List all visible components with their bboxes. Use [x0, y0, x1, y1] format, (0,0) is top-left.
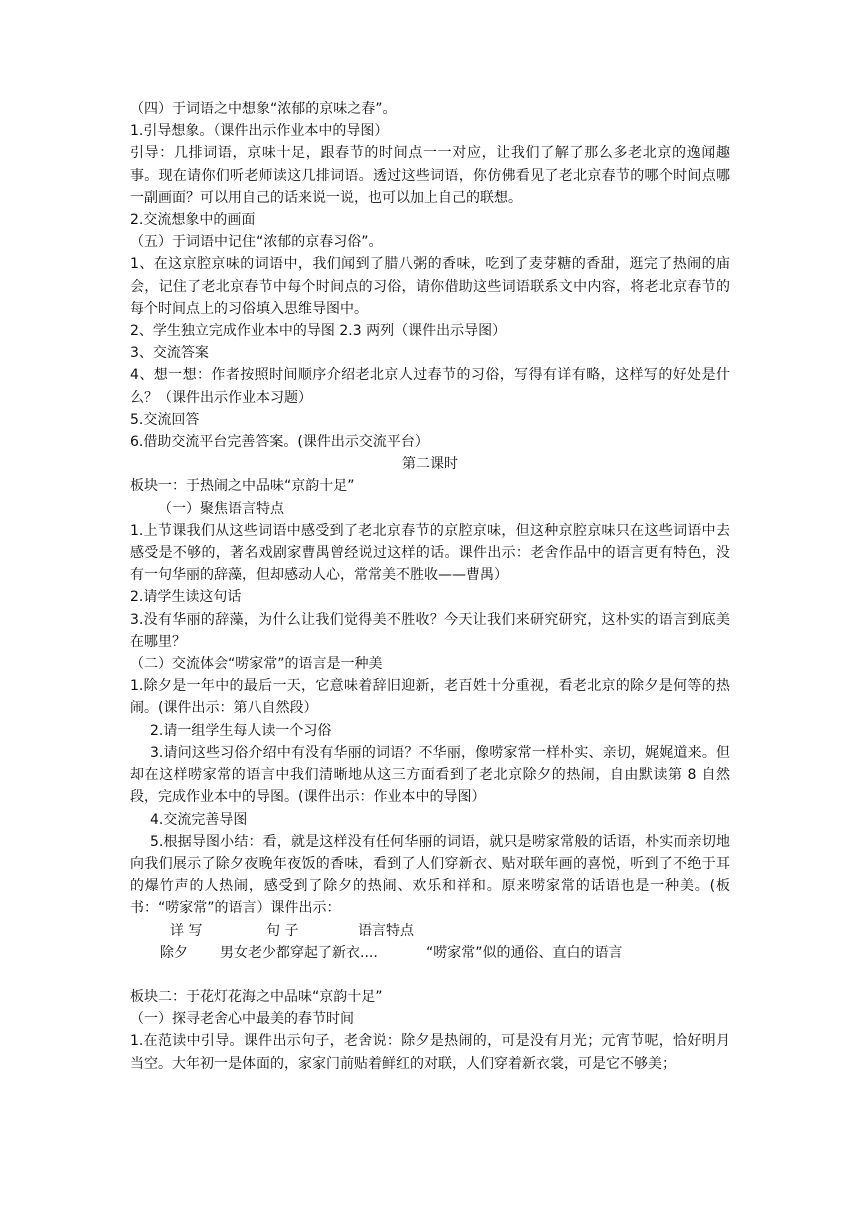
summary-table-row: [130, 942, 730, 964]
section-heading: 板块二：于花灯花海之中品味“京韵十足”: [130, 988, 383, 1005]
paragraph: 5.交流回答: [130, 411, 200, 428]
subsection-heading: （一）聚焦语言特点: [158, 500, 284, 517]
paragraph: 2、学生独立完成作业本中的导图 2.3 两列（课件出示导图）: [130, 323, 507, 340]
paragraph: 2.请一组学生每人读一个习俗: [150, 722, 332, 739]
paragraph: 1.除夕是一年中的最后一天，它意味着辞旧迎新，老百姓十分重视，看老北京的除夕是何等的热闹。(课件出示：第八自然段）: [130, 678, 730, 717]
paragraph: 5.根据导图小结：看，就是这样没有任何华丽的词语，就只是唠家常般的话语，朴实而亲切地向我们展示了除夕夜晚年夜饭的香味，看到了人们穿新衣、贴对联年画的喜悦，听到了不绝于耳的爆竹声的人热闹，感受到了除夕的热闹、欢乐和祥和。原来唠家常的话语也是一种美。(板书：“唠家常”的语言）课件出示：: [130, 833, 730, 917]
paragraph: 3.请问这些习俗介绍中有没有华丽的词语？不华丽，像唠家常一样朴实、亲切，娓娓道来。但却在这样唠家常的语言中我们清晰地从这三方面看到了老北京除夕的热闹，自由默读第 8 自然段，完成作业本中的导图。(课件出示：作业本中的导图）: [130, 744, 730, 806]
paragraph: 4.交流完善导图: [150, 811, 248, 828]
table-header-cell: 句 子: [266, 922, 299, 939]
paragraph: 2.请学生读这句话: [130, 589, 242, 606]
subsection-heading: （一）探寻老舍心中最美的春节时间: [130, 1011, 354, 1028]
section-heading: （二）交流体会“唠家常”的语言是一种美: [130, 656, 383, 673]
table-header-cell: 详 写: [170, 922, 203, 939]
paragraph: 3.没有华丽的辞藻，为什么让我们觉得美不胜收？今天让我们来研究研究，这朴实的语言到底美在哪里？: [130, 611, 730, 650]
paragraph: 2.交流想象中的画面: [130, 212, 256, 229]
paragraph: 3、交流答案: [130, 345, 209, 362]
section-heading: 板块一：于热闹之中品味“京韵十足”: [130, 478, 355, 495]
section-heading: （五）于词语中记住“浓郁的京春习俗”。: [130, 234, 383, 251]
summary-table-header: [130, 920, 730, 942]
table-cell: 除夕: [160, 944, 188, 961]
table-cell: 男女老少都穿起了新衣....: [220, 944, 378, 961]
lesson-title: 第二课时: [402, 456, 458, 473]
paragraph: 引导：几排词语，京味十足，跟春节的时间点一一对应，让我们了解了那么多老北京的逸闻趣事。现在请你们听老师读这几排词语。透过这些词语，你仿佛看见了老北京春节的哪个时间点哪一副画面？可以用自己的话来说一说，也可以加上自己的联想。: [130, 145, 730, 206]
table-cell: “唠家常”似的通俗、直白的语言: [426, 944, 623, 961]
paragraph: 1.引导想象。（课件出示作业本中的导图）: [130, 123, 389, 140]
section-heading: （四）于词语之中想象“浓郁的京味之春”。: [130, 101, 397, 117]
paragraph: 1.在范读中引导。课件出示句子，老舍说：除夕是热闹的，可是没有月光；元宵节呢，恰好明月当空。大年初一是体面的，家家门前贴着鲜红的对联，人们穿着新衣裳，可是它不够美；: [130, 1033, 730, 1072]
paragraph: 1.上节课我们从这些词语中感受到了老北京春节的京腔京味，但这种京腔京味只在这些词语中去感受是不够的，著名戏剧家曹禺曾经说过这样的话。课件出示：老舍作品中的语言更有特色，没有一句华丽的辞藻，但却感动人心，常常美不胜收——曹禺）: [130, 522, 730, 584]
document-body: [130, 98, 730, 1075]
paragraph: 1、在这京腔京味的词语中，我们闻到了腊八粥的香味，吃到了麦芽糖的香甜，逛完了热闹的庙会，记住了老北京春节中每个时间点的习俗，请你借助这些词语联系文中内容，将老北京春节的每个时间点上的习俗填入思维导图中。: [130, 256, 730, 317]
paragraph: 6.借助交流平台完善答案。(课件出示交流平台）: [130, 434, 429, 451]
table-header-cell: 语言特点: [358, 922, 414, 939]
paragraph: 4、想一想：作者按照时间顺序介绍老北京人过春节的习俗，写得有详有略，这样写的好处是什么？（课件出示作业本习题）: [130, 367, 730, 406]
blank-line: [130, 964, 730, 986]
